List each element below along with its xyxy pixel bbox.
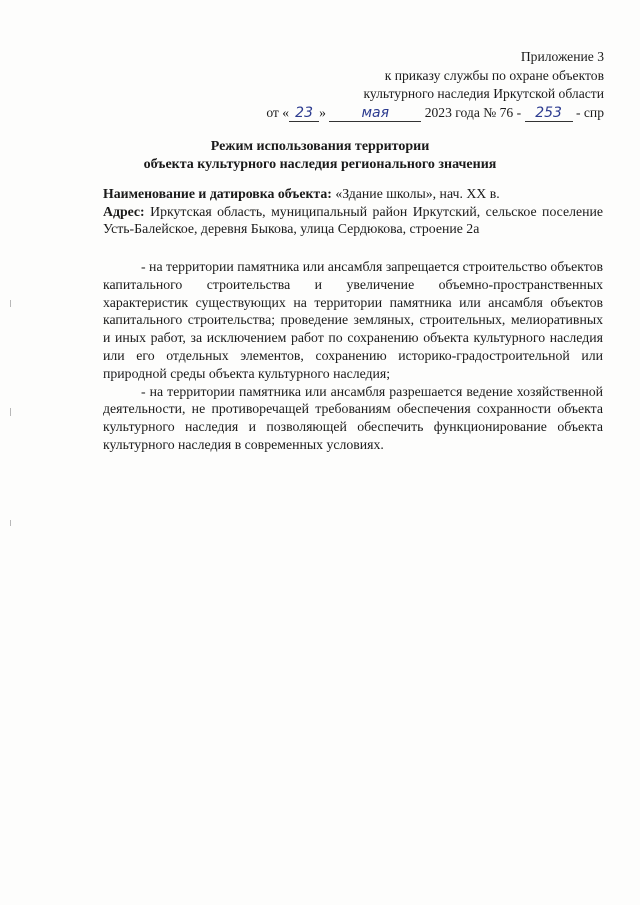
object-name-label: Наименование и датировка объекта: xyxy=(103,186,332,201)
object-address-row xyxy=(103,203,603,238)
usage-regime-body xyxy=(103,258,603,454)
date-prefix: от « xyxy=(266,104,290,120)
scan-mark xyxy=(10,300,11,307)
object-address-label: Адрес: xyxy=(103,203,145,219)
order-authority-line: культурного наследия Иркутской области xyxy=(363,86,604,101)
prohibitions-paragraph: - на территории памятника или ансамбля запрещается строительство объектов капитального строительства и увеличение объемно-пространственных характеристик существующих на территории памятника или ансамбля объектов капитального строительства; проведение земляных, строительных, мелиоративных и иных работ, за исключением работ по сохранению объекта культурного наследия или его отдельных элементов, сохранению историко-градостроительной или природной среды объекта культурного наследия; xyxy=(103,259,603,381)
year-and-number-text: 2023 года № 76 - xyxy=(424,104,522,120)
document-title-line-1: Режим использования территории xyxy=(210,139,430,154)
object-name-value: «Здание школы», нач. XX в. xyxy=(335,186,500,201)
object-info xyxy=(103,185,603,238)
scan-mark xyxy=(10,520,11,526)
order-date-line xyxy=(184,104,604,123)
object-name-row xyxy=(103,185,603,203)
document-title-line-2: объекта культурного наследия регионального значения xyxy=(143,157,497,172)
object-address-value: Иркутская область, муниципальный район Иркутский, сельское поселение Усть-Балейское, деревня Быкова, улица Сердюкова, строение 2а xyxy=(103,203,603,236)
appendix-number: Приложение 3 xyxy=(520,49,604,64)
permissions-paragraph: - на территории памятника или ансамбля разрешается ведение хозяйственной деятельности, не противоречащей требованиям обеспечения сохранности объекта культурного наследия и позволяющей обеспечить функционирование объекта культурного наследия в современных условиях. xyxy=(103,383,603,452)
scan-mark xyxy=(10,408,11,416)
order-reference-line: к приказу службы по охране объектов xyxy=(384,67,604,83)
appendix-header xyxy=(184,48,604,122)
order-suffix: - спр xyxy=(575,104,604,120)
date-quote-close: » xyxy=(319,104,326,120)
handwritten-order-number: 253 xyxy=(525,106,573,122)
handwritten-day: 23 xyxy=(289,106,319,122)
handwritten-month: мая xyxy=(329,106,421,122)
